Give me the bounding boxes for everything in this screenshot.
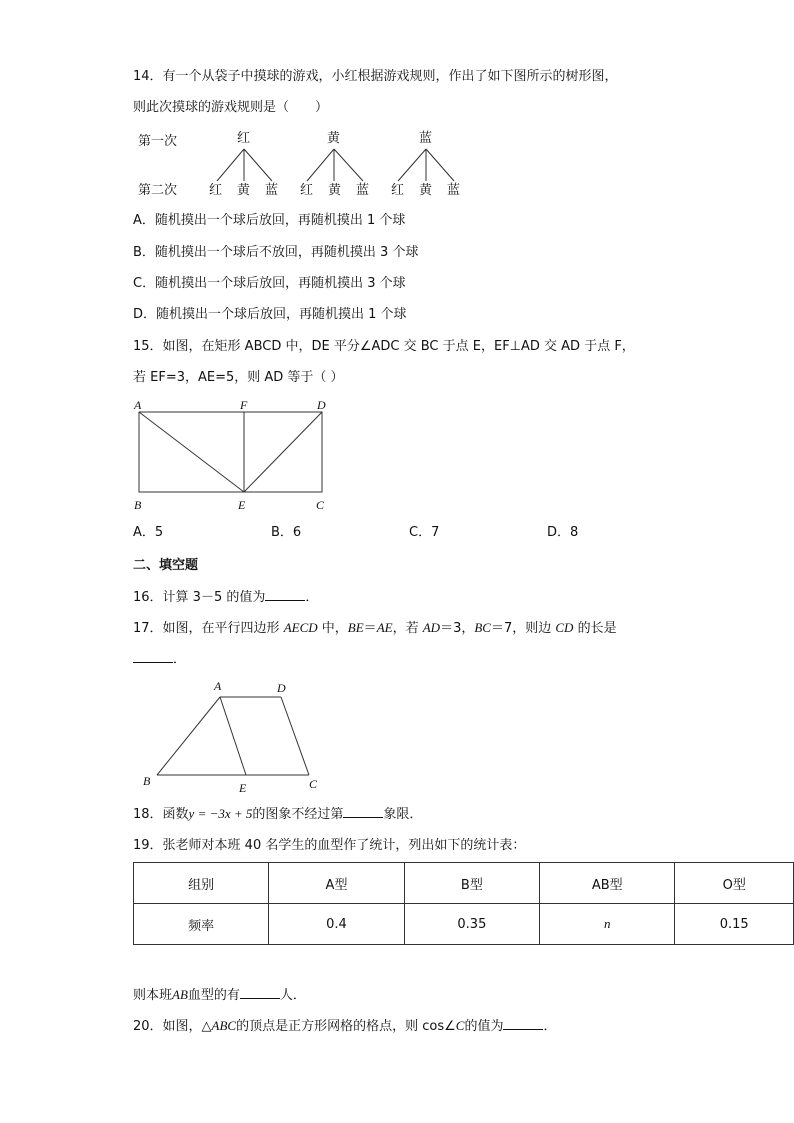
q15-option-c: C．7 — [409, 525, 440, 540]
q18 — [133, 805, 422, 824]
tree-leaf: 红 — [391, 183, 405, 198]
q17-line1 — [133, 619, 617, 638]
q16-end: ． — [305, 590, 319, 605]
q15-option-b: B．6 — [271, 525, 302, 540]
label-e: E — [239, 781, 247, 795]
tree-leaf: 蓝 — [447, 183, 461, 198]
segment-dc — [281, 697, 309, 775]
q18-prefix: 18．函数 — [133, 807, 189, 822]
q20-var: C — [455, 1018, 465, 1033]
q17-line2 — [133, 650, 186, 669]
segment-ae — [220, 697, 246, 775]
blood-type-table — [133, 862, 794, 945]
q19-after-prefix: 则本班 — [133, 988, 173, 1003]
q16-text: 16．计算 3－5 的值为 — [133, 590, 266, 605]
q14-line2: 则此次摸球的游戏规则是（ ） — [133, 100, 329, 115]
q16 — [133, 588, 318, 607]
tree-leaf: 红 — [300, 183, 314, 198]
table-row — [134, 904, 794, 945]
tree-leaf: 蓝 — [265, 183, 279, 198]
section-title: 二、填空题 — [133, 558, 199, 573]
table-cell: 0.35 — [404, 904, 539, 945]
table-cell: 0.15 — [675, 904, 794, 945]
q20-end: 的值为 — [464, 1019, 504, 1034]
q20-period: ． — [543, 1019, 557, 1034]
rect-abcd — [139, 412, 322, 492]
q17-var: AE — [376, 620, 393, 635]
q15-option-a: A．5 — [133, 525, 164, 540]
tree-leaf: 红 — [209, 183, 223, 198]
q14-option-d: D．随机摸出一个球后放回，再随机摸出 1 个球 — [133, 307, 407, 322]
q20-prefix: 20．如图， — [133, 1019, 202, 1034]
table-cell: 频率 — [134, 904, 269, 945]
q17-text: ，若 — [392, 621, 423, 636]
tree-first-label: 第一次 — [138, 134, 178, 149]
table-header-row — [134, 863, 794, 904]
tree-leaf: 黄 — [419, 183, 433, 198]
tree-leaf: 黄 — [328, 183, 342, 198]
table-cell: 0.4 — [269, 904, 404, 945]
q17-var: AD — [422, 620, 441, 635]
q17-var: BC — [474, 620, 491, 635]
q20-var: △ABC — [201, 1018, 237, 1033]
q19-after-var: AB — [172, 987, 188, 1002]
q17-text: ＝ — [363, 621, 377, 636]
q17-blank[interactable] — [133, 650, 173, 663]
q14-option-c: C．随机摸出一个球后放回，再随机摸出 3 个球 — [133, 276, 406, 291]
q19-after-end: 人． — [279, 988, 306, 1003]
q19-after-middle: 血型的有 — [187, 988, 240, 1003]
tree-second-label: 第二次 — [138, 183, 178, 198]
q14-option-a: A．随机摸出一个球后放回，再随机摸出 1 个球 — [133, 213, 406, 228]
table-cell: O型 — [675, 863, 794, 904]
q20-blank[interactable] — [503, 1017, 543, 1030]
q15-line1: 15．如图，在矩形 ABCD 中，DE 平分∠ADC 交 BC 于点 E，EF⊥AD 交 AD 于点 F， — [133, 339, 635, 354]
tree-branches — [0, 0, 794, 200]
q18-blank[interactable] — [343, 805, 383, 818]
tree-leaf: 黄 — [237, 183, 251, 198]
q19-after — [133, 986, 306, 1005]
q17-text: 中， — [317, 621, 348, 636]
q18-formula: y = −3x + 5 — [188, 806, 253, 821]
q19-line: 19．张老师对本班 40 名学生的血型作了统计，列出如下的统计表： — [133, 838, 526, 853]
tree-root-yellow: 黄 — [327, 131, 341, 146]
label-d: D — [317, 398, 326, 412]
q14-line1: 14．有一个从袋子中摸球的游戏，小红根据游戏规则，作出了如下图所示的树形图， — [133, 69, 618, 84]
q19-blank[interactable] — [240, 986, 280, 999]
table-cell: AB型 — [540, 863, 675, 904]
label-a: A — [134, 398, 142, 412]
tree-root-red: 红 — [237, 131, 251, 146]
table-cell: A型 — [269, 863, 404, 904]
segment-de — [244, 412, 322, 492]
q20-middle: 的顶点是正方形网格的格点，则 cos∠ — [236, 1019, 456, 1034]
label-b: B — [134, 498, 142, 512]
q17-var: CD — [555, 620, 574, 635]
label-f: F — [240, 398, 248, 412]
q17-text: ＝3， — [440, 621, 475, 636]
q15-option-d: D．8 — [547, 525, 579, 540]
q20 — [133, 1017, 556, 1036]
label-c: C — [316, 498, 325, 512]
tree-root-blue: 蓝 — [419, 131, 433, 146]
q14-option-b: B．随机摸出一个球后不放回，再随机摸出 3 个球 — [133, 245, 419, 260]
segment-ae — [139, 412, 244, 492]
q15-line2: 若 EF=3，AE=5，则 AD 等于（ ） — [133, 370, 344, 385]
rectangle-figure — [0, 395, 794, 525]
tree-leaf: 蓝 — [356, 183, 370, 198]
q17-end: ． — [173, 652, 187, 667]
q17-text: 的长是 — [573, 621, 617, 636]
label-b: B — [143, 774, 151, 788]
table-cell: 组别 — [134, 863, 269, 904]
label-c: C — [309, 777, 318, 791]
q17-var: AECD — [283, 620, 318, 635]
segment-ba — [157, 697, 220, 775]
q18-end: 象限． — [383, 807, 423, 822]
q17-var: BE — [347, 620, 364, 635]
label-a: A — [214, 679, 222, 693]
table-cell: B型 — [404, 863, 539, 904]
q18-middle: 的图象不经过第 — [252, 807, 344, 822]
q17-text: 17．如图，在平行四边形 — [133, 621, 284, 636]
q17-text: ＝7，则边 — [490, 621, 556, 636]
parallelogram-figure — [0, 675, 794, 795]
label-e: E — [238, 498, 246, 512]
label-d: D — [277, 681, 286, 695]
table-cell: n — [540, 904, 675, 945]
q16-blank[interactable] — [265, 588, 305, 601]
